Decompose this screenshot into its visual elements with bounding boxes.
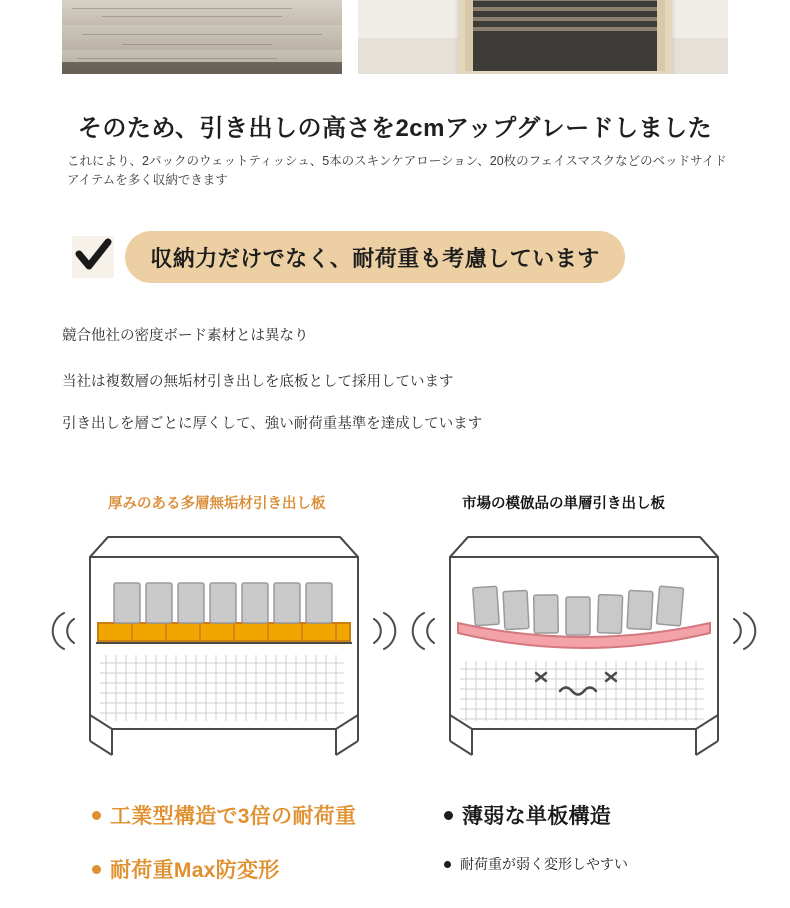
wood-grain: [102, 16, 282, 17]
wood-grain: [77, 58, 277, 59]
tray-item: [473, 0, 657, 1]
bullet-dot-icon: [444, 811, 453, 820]
body-line-3: 引き出しを層ごとに厚くして、強い耐荷重基準を達成しています: [62, 416, 483, 432]
photo-strip: [0, 0, 790, 74]
wood-plank-photo: [62, 0, 342, 74]
wood-grain: [122, 44, 272, 45]
bullet-text: 薄弱な単板構造: [462, 805, 612, 828]
list-item: [92, 800, 392, 830]
illustration-single-layer-drawer: [400, 515, 760, 775]
tray-item: [473, 17, 657, 21]
bullet-text: 耐荷重が弱く変形しやすい: [460, 856, 628, 872]
tray-item: [473, 27, 657, 31]
tray-item: [473, 7, 657, 11]
bullet-list-left: [92, 800, 392, 908]
body-line-2: 当社は複数層の無垢材引き出しを底板として採用しています: [62, 374, 454, 390]
bullet-text: 工業型構造で3倍の耐荷重: [110, 805, 357, 828]
section-subtext: これにより、2パックのウェットティッシュ、5本のスキンケアローション、20枚のフェイスマスクなどのベッドサイドアイテムを多く収納できます: [67, 154, 727, 188]
tray-frame: [458, 0, 672, 74]
illustration-solid-wood-drawer: [40, 515, 400, 775]
bullet-text: 耐荷重Max防変形: [110, 859, 280, 882]
wood-grain: [72, 8, 292, 9]
wooden-tray-photo: [358, 0, 728, 74]
body-line-1: 競合他社の密度ボード素材とは異なり: [62, 328, 309, 344]
comparison-caption-right: 市場の模倣品の単層引き出し板: [462, 496, 665, 512]
photo-shadow: [62, 62, 342, 74]
bullet-dot-icon: [92, 811, 101, 820]
tray-contents: [473, 0, 657, 71]
highlight-banner: 収納力だけでなく、耐荷重も考慮しています: [125, 231, 625, 283]
section-headline: そのため、引き出しの高さを2cmアップグレードしました: [77, 115, 713, 142]
list-item: [444, 800, 764, 830]
list-item: [92, 854, 392, 884]
bullet-list-right: [444, 800, 764, 898]
bullet-dot-icon: [92, 865, 101, 874]
bullet-dot-icon: [444, 861, 451, 868]
plank-1: [62, 0, 342, 26]
list-item: [444, 854, 764, 874]
comparison-caption-left: 厚みのある多層無垢材引き出し板: [108, 496, 326, 512]
wood-grain: [82, 34, 322, 35]
check-icon: [72, 236, 114, 278]
plank-2: [62, 25, 342, 51]
